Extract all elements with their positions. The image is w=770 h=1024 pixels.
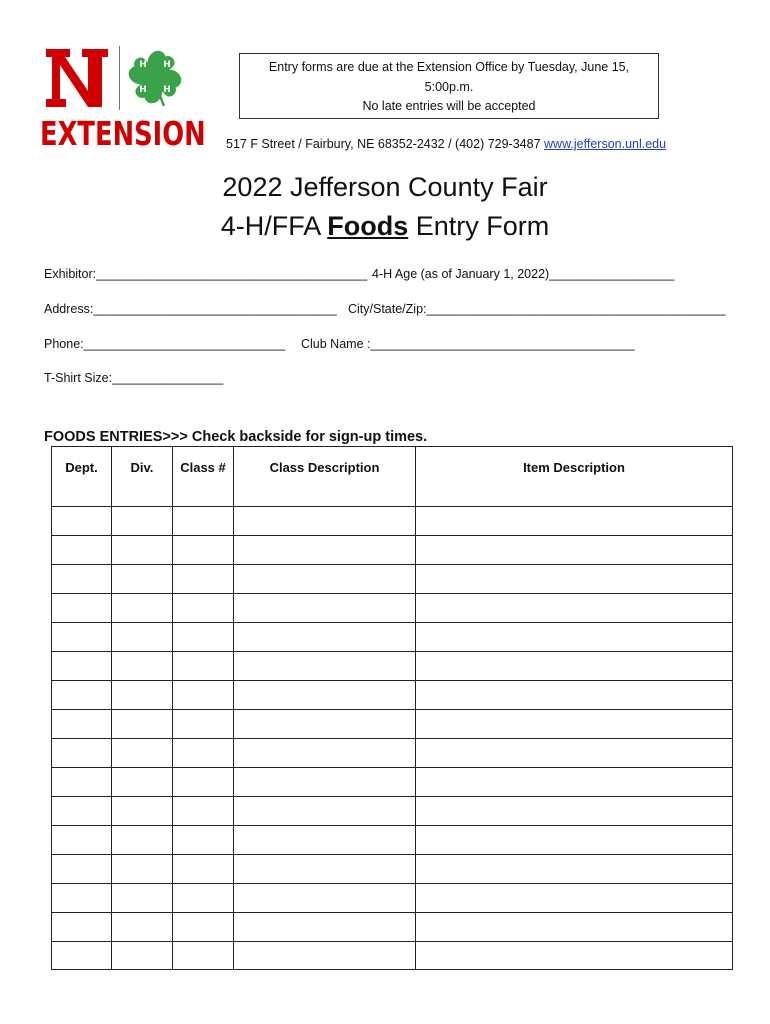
item-description-cell[interactable] (416, 478, 733, 507)
class-number-cell[interactable] (173, 680, 234, 709)
dept-cell[interactable] (52, 796, 112, 825)
class-number-cell[interactable] (173, 593, 234, 622)
entries-table-body (52, 478, 733, 970)
city-state-zip-field[interactable]: City/State/Zip:___________________________________________ (348, 302, 726, 316)
title-prefix: 4-H/FFA (220, 211, 328, 241)
class-description-cell[interactable] (234, 564, 416, 593)
class-number-cell[interactable] (173, 883, 234, 912)
table-row (52, 854, 733, 883)
class-description-cell[interactable] (234, 535, 416, 564)
clover-letter-h2: H (163, 60, 171, 70)
div-cell[interactable] (112, 564, 173, 593)
item-description-cell[interactable] (416, 506, 733, 535)
class-number-cell[interactable] (173, 506, 234, 535)
table-row (52, 941, 733, 969)
club-name-field[interactable]: Club Name :______________________________________ (301, 337, 635, 351)
item-description-cell[interactable] (416, 593, 733, 622)
div-cell[interactable] (112, 680, 173, 709)
item-description-cell[interactable] (416, 651, 733, 680)
table-row (52, 796, 733, 825)
dept-cell[interactable] (52, 680, 112, 709)
div-cell[interactable] (112, 506, 173, 535)
class-number-cell[interactable] (173, 854, 234, 883)
item-description-cell[interactable] (416, 941, 733, 969)
table-row (52, 912, 733, 941)
item-description-cell[interactable] (416, 825, 733, 854)
table-row (52, 825, 733, 854)
deadline-notice-box (239, 53, 659, 119)
class-description-cell[interactable] (234, 709, 416, 738)
div-cell[interactable] (112, 622, 173, 651)
item-description-cell[interactable] (416, 564, 733, 593)
clover-letter-h4: H (163, 85, 171, 95)
class-description-cell[interactable] (234, 738, 416, 767)
entries-table (51, 446, 733, 970)
class-description-cell[interactable] (234, 912, 416, 941)
title-foods: Foods (327, 211, 409, 241)
dept-cell[interactable] (52, 709, 112, 738)
table-row (52, 535, 733, 564)
table-row (52, 651, 733, 680)
contact-line (226, 137, 666, 151)
four-h-clover-icon (124, 46, 186, 110)
div-cell[interactable] (112, 854, 173, 883)
dept-cell[interactable] (52, 506, 112, 535)
table-row (52, 593, 733, 622)
table-row (52, 622, 733, 651)
table-row (52, 883, 733, 912)
dept-cell[interactable] (52, 535, 112, 564)
class-number-cell[interactable] (173, 941, 234, 969)
item-description-cell[interactable] (416, 535, 733, 564)
notice-line-3: No late entries will be accepted (362, 99, 536, 113)
div-cell[interactable] (112, 912, 173, 941)
dept-cell[interactable] (52, 883, 112, 912)
header-div: Div. (112, 447, 173, 478)
header-class-number: Class # (173, 447, 234, 478)
item-description-cell[interactable] (416, 912, 733, 941)
div-cell[interactable] (112, 593, 173, 622)
item-description-cell[interactable] (416, 796, 733, 825)
dept-cell[interactable] (52, 478, 112, 507)
clover-letter-h3: H (139, 85, 147, 95)
table-header-row (52, 447, 733, 478)
class-number-cell[interactable] (173, 825, 234, 854)
class-number-cell[interactable] (173, 622, 234, 651)
div-cell[interactable] (112, 535, 173, 564)
div-cell[interactable] (112, 883, 173, 912)
tshirt-size-field[interactable]: T-Shirt Size:________________ (44, 371, 224, 385)
class-number-cell[interactable] (173, 709, 234, 738)
class-number-cell[interactable] (173, 738, 234, 767)
dept-cell[interactable] (52, 564, 112, 593)
class-number-cell[interactable] (173, 912, 234, 941)
table-row (52, 478, 733, 507)
extension-wordmark: EXTENSION (40, 114, 206, 153)
table-row (52, 564, 733, 593)
item-description-cell[interactable] (416, 680, 733, 709)
phone-field[interactable]: Phone:_____________________________ (44, 337, 286, 351)
div-cell[interactable] (112, 796, 173, 825)
dept-cell[interactable] (52, 738, 112, 767)
div-cell[interactable] (112, 941, 173, 969)
class-description-cell[interactable] (234, 941, 416, 969)
class-number-cell[interactable] (173, 478, 234, 507)
class-description-cell[interactable] (234, 854, 416, 883)
website-link[interactable]: www.jefferson.unl.edu (544, 137, 667, 151)
class-number-cell[interactable] (173, 564, 234, 593)
entries-heading: FOODS ENTRIES>>> Check backside for sign-up times. (44, 429, 428, 445)
div-cell[interactable] (112, 825, 173, 854)
dept-cell[interactable] (52, 825, 112, 854)
notice-line-1: Entry forms are due at the Extension Office by Tuesday, June 15, (268, 60, 630, 74)
exhibitor-field[interactable]: Exhibitor:_______________________________________ (44, 267, 368, 281)
class-description-cell[interactable] (234, 767, 416, 796)
item-description-cell[interactable] (416, 767, 733, 796)
header-item-description: Item Description (416, 447, 733, 478)
class-number-cell[interactable] (173, 796, 234, 825)
class-description-cell[interactable] (234, 593, 416, 622)
class-number-cell[interactable] (173, 535, 234, 564)
class-description-cell[interactable] (234, 622, 416, 651)
dept-cell[interactable] (52, 767, 112, 796)
table-row (52, 680, 733, 709)
table-row (52, 506, 733, 535)
dept-cell[interactable] (52, 622, 112, 651)
class-description-cell[interactable] (234, 478, 416, 507)
form-title-line-2 (0, 209, 770, 243)
notice-line-2: 5:00p.m. (424, 79, 474, 94)
dept-cell[interactable] (52, 651, 112, 680)
class-description-cell[interactable] (234, 796, 416, 825)
div-cell[interactable] (112, 651, 173, 680)
dept-cell[interactable] (52, 941, 112, 969)
item-description-cell[interactable] (416, 883, 733, 912)
div-cell[interactable] (112, 709, 173, 738)
div-cell[interactable] (112, 478, 173, 507)
class-description-cell[interactable] (234, 506, 416, 535)
div-cell[interactable] (112, 738, 173, 767)
header-class-description: Class Description (234, 447, 416, 478)
div-cell[interactable] (112, 767, 173, 796)
header-dept: Dept. (52, 447, 112, 478)
table-row (52, 709, 733, 738)
class-description-cell[interactable] (234, 651, 416, 680)
item-description-cell[interactable] (416, 854, 733, 883)
table-row (52, 767, 733, 796)
title-suffix: Entry Form (408, 211, 550, 241)
address-field[interactable]: Address:___________________________________ (44, 302, 337, 316)
clover-letter-h1: H (139, 60, 147, 70)
logo-divider (119, 46, 120, 110)
nebraska-n-logo (44, 47, 110, 109)
dept-cell[interactable] (52, 854, 112, 883)
class-description-cell[interactable] (234, 825, 416, 854)
dept-cell[interactable] (52, 593, 112, 622)
dept-cell[interactable] (52, 912, 112, 941)
item-description-cell[interactable] (416, 622, 733, 651)
form-title-line-1: 2022 Jefferson County Fair (222, 172, 548, 202)
class-description-cell[interactable] (234, 883, 416, 912)
office-address: 517 F Street / Fairbury, NE 68352-2432 / (402) 729-3487 (226, 137, 545, 151)
item-description-cell[interactable] (416, 709, 733, 738)
class-number-cell[interactable] (173, 767, 234, 796)
table-row (52, 738, 733, 767)
class-description-cell[interactable] (234, 680, 416, 709)
item-description-cell[interactable] (416, 738, 733, 767)
class-number-cell[interactable] (173, 651, 234, 680)
age-field[interactable]: 4-H Age (as of January 1, 2022)__________________ (372, 267, 675, 281)
